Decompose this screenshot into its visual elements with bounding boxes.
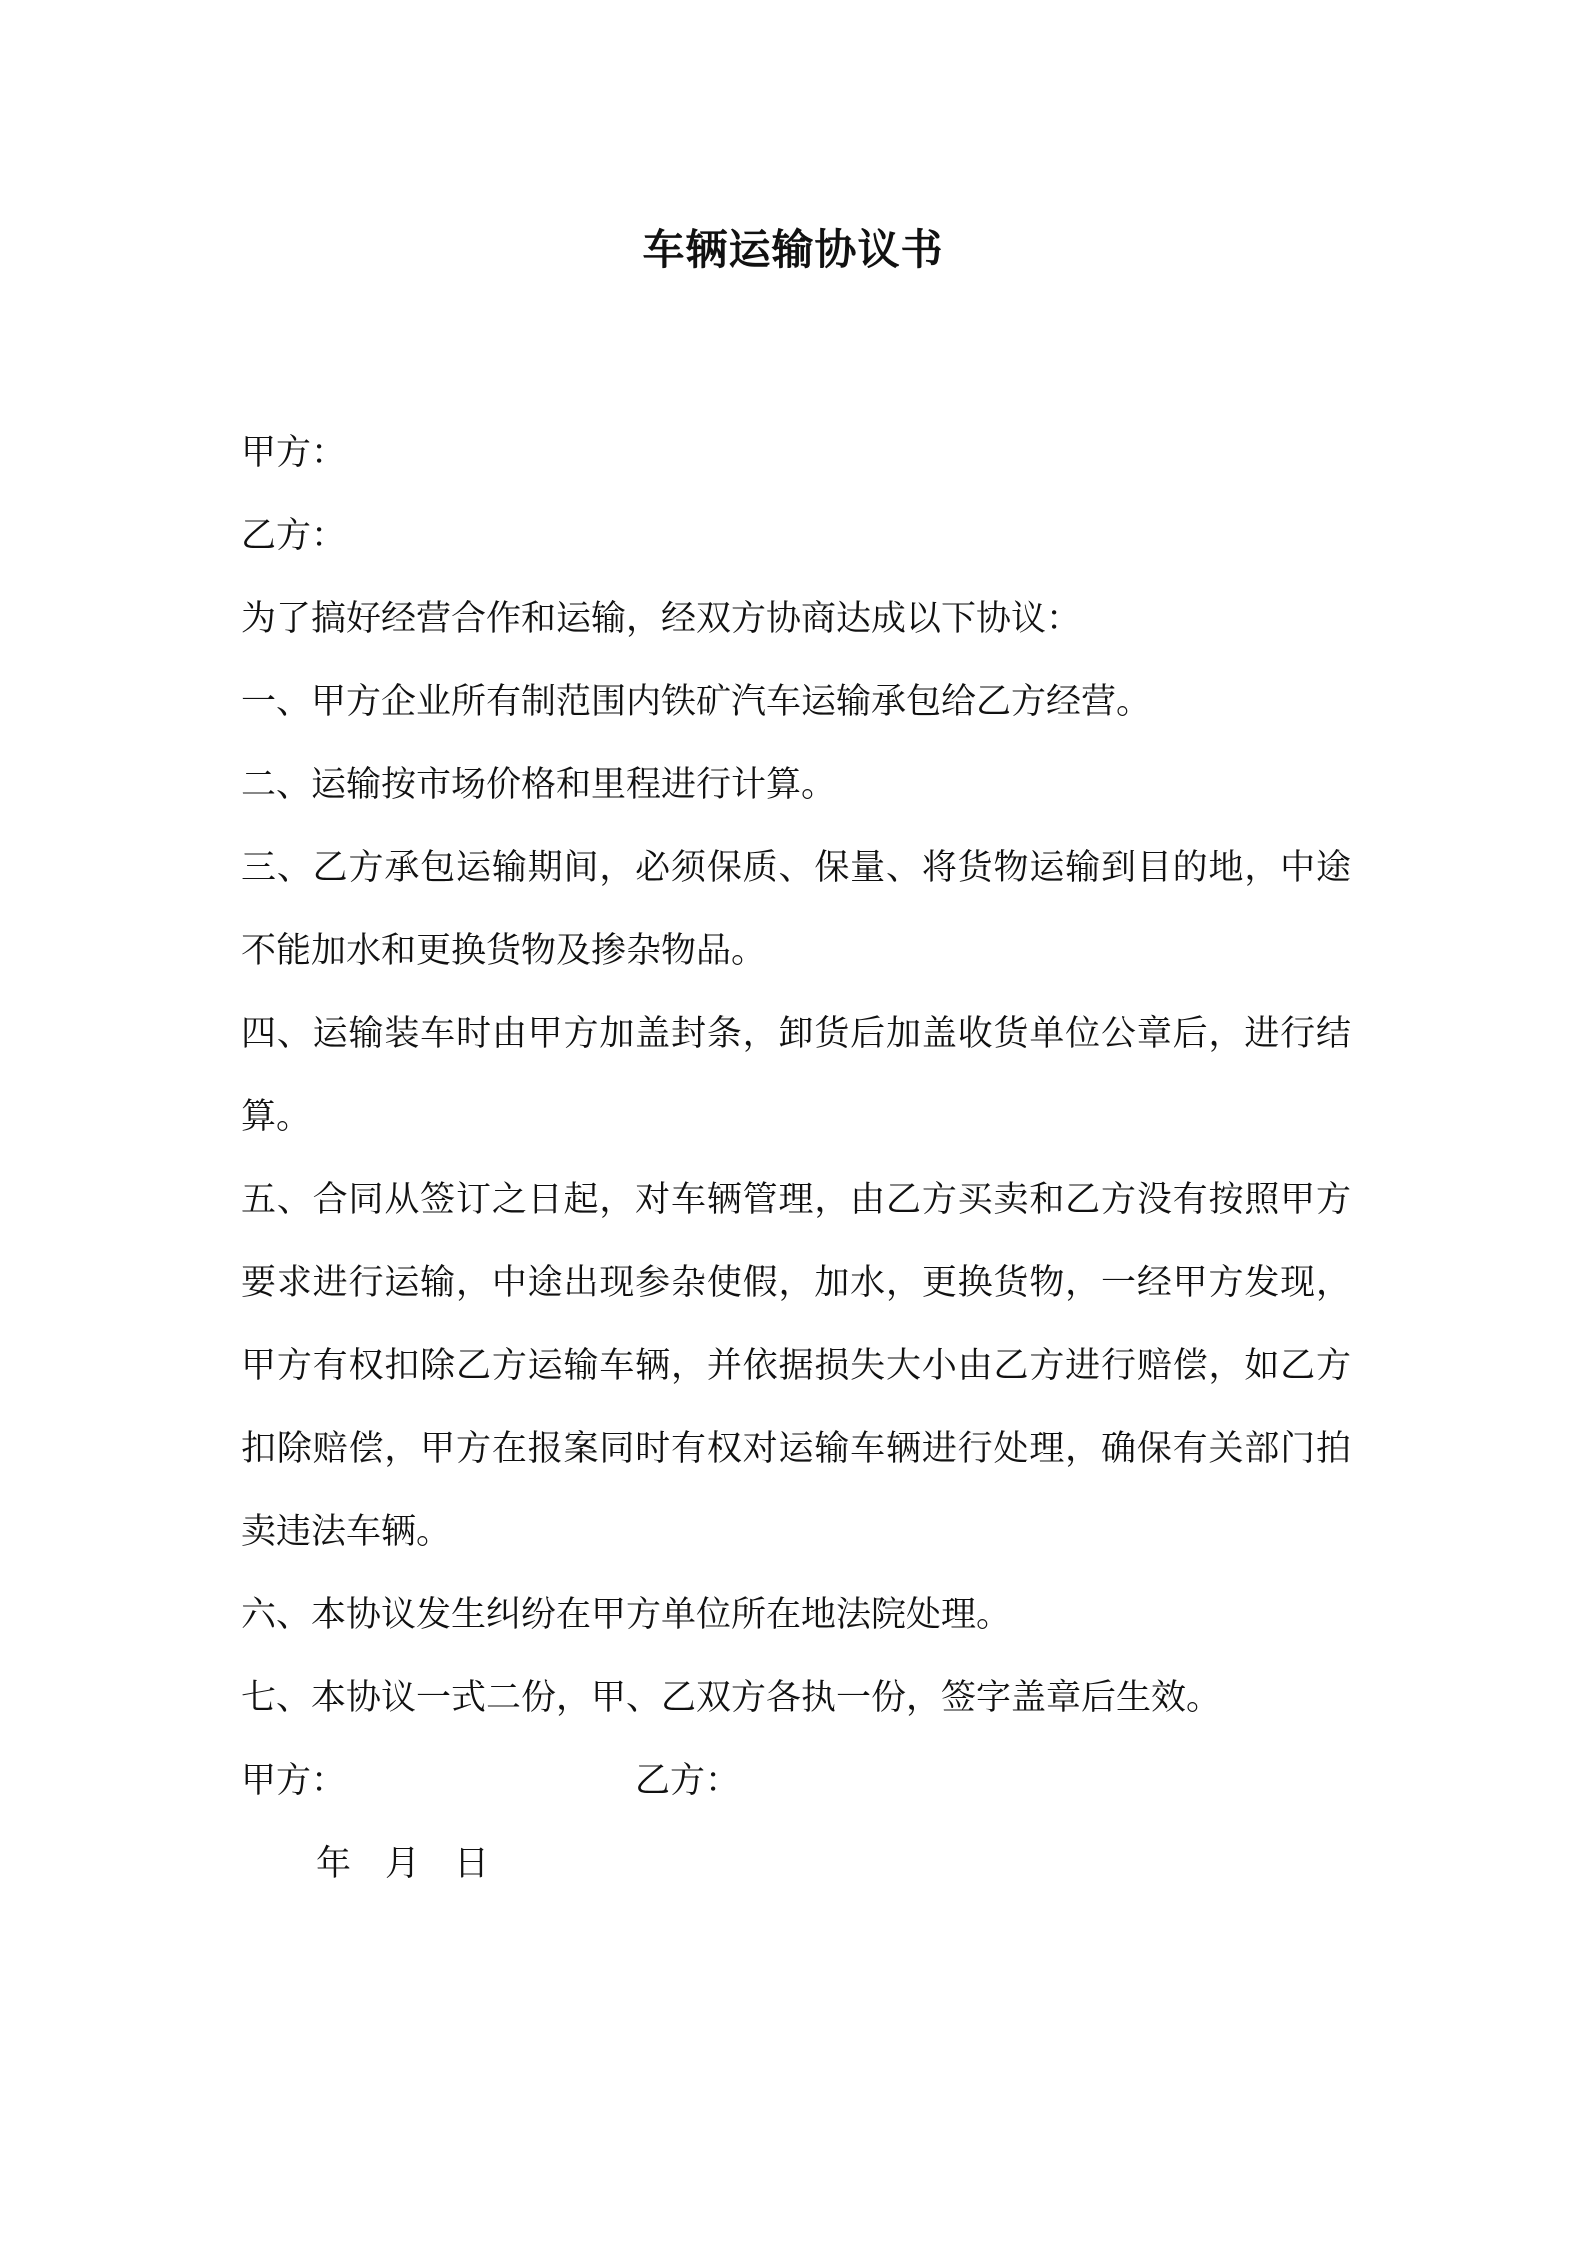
clause-2: 二、运输按市场价格和里程进行计算。 [241,765,837,805]
date-month: 月 [385,1844,421,1884]
signature-row [241,1740,1361,1823]
clause-4: 四、运输装车时由甲方加盖封条，卸货后加盖收货单位公章后，进行结算。 [241,1014,1351,1137]
signature-party-a: 甲方： [241,1761,347,1801]
document-body [241,412,1361,1906]
clause-1: 一、甲方企业所有制范围内铁矿汽车运输承包给乙方经营。 [241,682,1152,722]
intro-text: 为了搞好经营合作和运输，经双方协商达成以下协议： [241,599,1082,639]
date-year: 年 [316,1844,352,1884]
date-line [241,1823,1361,1906]
party-b-label: 乙方： [241,516,347,556]
document-title: 车辆运输协议书 [642,225,944,274]
clause-7: 七、本协议一式二份，甲、乙双方各执一份，签字盖章后生效。 [241,1678,1222,1718]
signature-party-b: 乙方： [635,1761,741,1801]
clause-5: 五、合同从签订之日起，对车辆管理，由乙方买卖和乙方没有按照甲方要求进行运输，中途出现参杂使假，加水，更换货物，一经甲方发现，甲方有权扣除乙方运输车辆，并依据损失大小由乙方进行赔偿，如乙方扣除赔偿，甲方在报案同时有权对运输车辆进行处理，确保有关部门拍卖违法车辆。 [241,1180,1351,1552]
date-day: 日 [454,1844,490,1884]
clause-6: 六、本协议发生纠纷在甲方单位所在地法院处理。 [241,1595,1012,1635]
clause-3: 三、乙方承包运输期间，必须保质、保量、将货物运输到目的地，中途不能加水和更换货物及掺杂物品。 [241,848,1351,971]
party-a-label: 甲方： [241,433,347,473]
